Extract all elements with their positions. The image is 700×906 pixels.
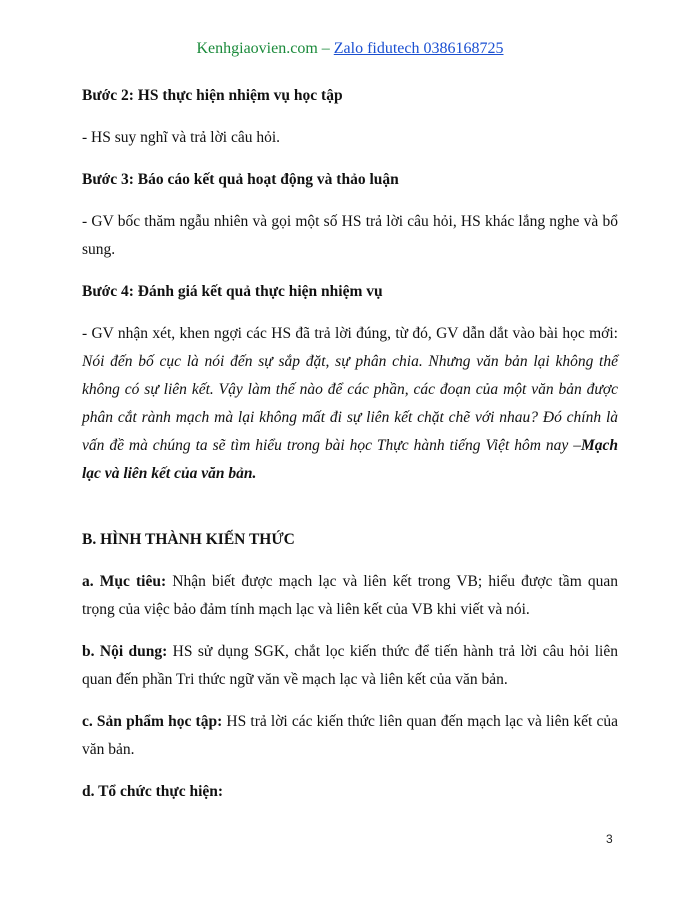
step2-heading: Bước 2: HS thực hiện nhiệm vụ học tập (82, 87, 343, 104)
objective-paragraph (82, 568, 618, 624)
objective-text: Nhận biết được mạch lạc và liên kết trong VB; hiểu được tầm quan trọng của việc bảo đảm tính mạch lạc và liên kết của VB khi viết và nói. (82, 573, 619, 618)
content-label: b. Nội dung: (82, 643, 168, 660)
objective-label: a. Mục tiêu: (82, 573, 167, 590)
section-b-title: B. HÌNH THÀNH KIẾN THỨC (82, 531, 295, 548)
organize-heading: d. Tổ chức thực hiện: (82, 783, 224, 800)
lesson-title: Mạch lạc và liên kết của văn bản. (82, 437, 618, 482)
document-body (82, 82, 618, 806)
step2-text: - HS suy nghĩ và trả lời câu hỏi. (82, 129, 281, 146)
step4-text-plain: - GV nhận xét, khen ngợi các HS đã trả lời đúng, từ đó, GV dẫn dắt vào bài học mới: (82, 325, 618, 342)
product-text: HS trả lời các kiến thức liên quan đến mạch lạc và liên kết của văn bản. (82, 713, 619, 758)
step3-heading: Bước 3: Báo cáo kết quả hoạt động và thảo luận (82, 171, 399, 188)
step3-text: - GV bốc thăm ngẫu nhiên và gọi một số HS trả lời câu hỏi, HS khác lắng nghe và bổ sung. (82, 213, 618, 258)
content-paragraph (82, 638, 618, 694)
step4-heading: Bước 4: Đánh giá kết quả thực hiện nhiệm vụ (82, 283, 383, 300)
product-label: c. Sản phẩm học tập: (82, 713, 223, 730)
header-zalo-link[interactable]: Zalo fidutech 0386168725 (333, 40, 504, 57)
page-header (0, 40, 700, 58)
step4-paragraph (82, 320, 618, 488)
content-text: HS sử dụng SGK, chắt lọc kiến thức để tiến hành trả lời câu hỏi liên quan đến phần Tri thức ngữ văn về mạch lạc và liên kết của văn bản. (82, 643, 618, 688)
step4-text-italic: Nói đến bố cục là nói đến sự sắp đặt, sự phân chia. Nhưng văn bản lại không thể không có sự liên kết. Vậy làm thế nào để các phần, các đoạn của một văn bản được phân cắt rành mạch mà lại không mất đi sự liên kết chặt chẽ với nhau? Đó chính là vấn đề mà chúng ta sẽ tìm hiểu trong bài học Thực hành tiếng Việt hôm nay – (82, 353, 618, 454)
header-site-link[interactable]: Kenhgiaovien.com (196, 40, 318, 57)
header-separator: – (321, 40, 330, 57)
product-paragraph (82, 708, 618, 764)
page-number: 3 (606, 832, 613, 846)
